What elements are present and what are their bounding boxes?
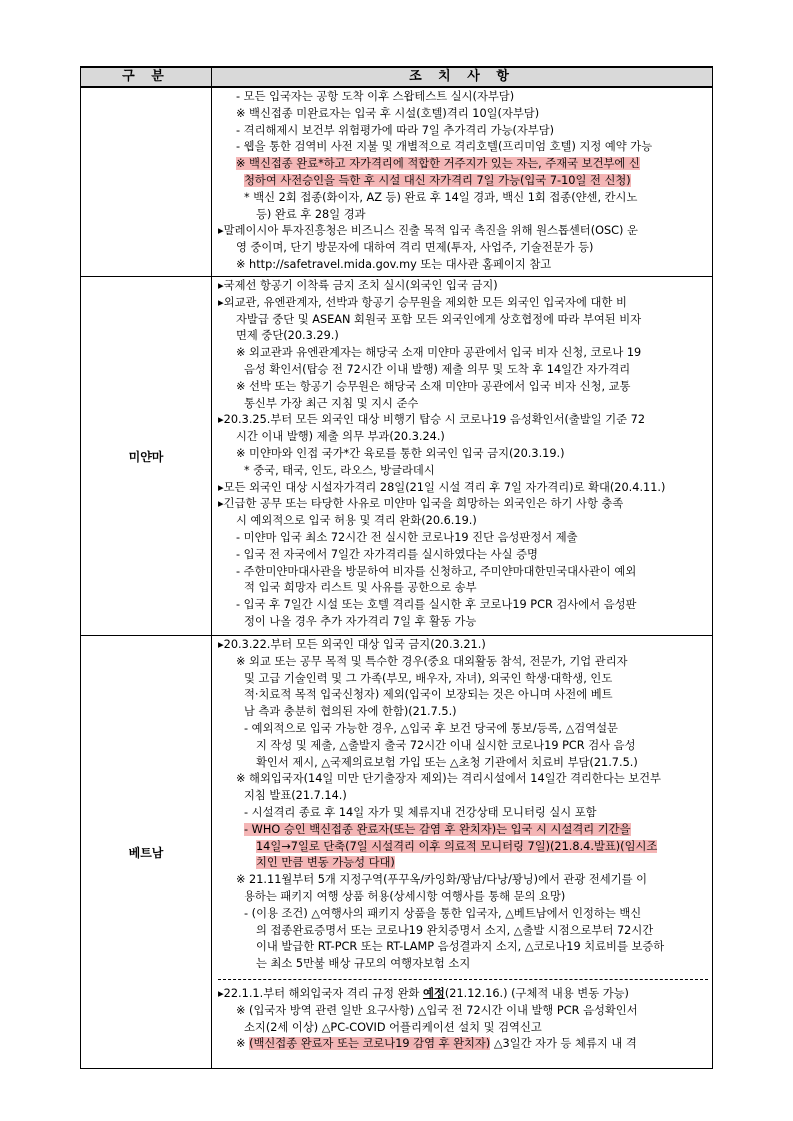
text-line [218,223,708,240]
line-text: ※ 백신접종 미완료자는 입국 후 시설(호텔)격리 10일(자부담) [236,106,540,120]
line-text: - 모든 입국자는 공항 도착 이후 스왑테스트 실시(자부담) [236,90,515,103]
line-text: 시간 이내 발행) 제출 의무 부과(20.3.24.) [236,430,445,444]
line-text: ▸20.3.25.부터 모든 외국인 대상 비행기 탑승 시 코로나19 음성확인서(출발일 기준 72 [218,413,646,427]
emphasis-text: 예정 [423,986,445,1000]
line-text: △3일간 자가 등 체류지 내 격 [490,1037,637,1051]
line-text: - 주한미얀마대사관을 방문하여 비자를 신청하고, 주미얀마대한민국대사관이 예외 [236,564,637,578]
text-line [218,1036,708,1053]
line-text: 이내 발급한 RT-PCR 또는 RT-LAMP 음성결과지 소지, △코로나19 치료비를 보증하 [256,940,665,954]
text-line [218,839,708,856]
line-text: 남 측과 충분히 협의된 자에 한함)(21.7.5.) [244,705,457,719]
text-line [218,889,708,906]
text-line [218,513,708,530]
line-text: - 예외적으로 입국 가능한 경우, △입국 후 보건 당국에 통보/등록, △검역설문 [244,721,618,735]
line-text: - 격리해제시 보건부 위험평가에 따라 7일 추가격리 가능(자부담) [236,123,555,137]
dashed-separator [218,979,708,980]
highlighted-text: 청하여 사전승인을 득한 후 시설 대신 자가격리 7일 가능(입국 7-10일 전 신청) [244,173,631,187]
line-text: - 입국 전 자국에서 7일간 자가격리를 실시하였다는 사실 증명 [236,547,538,561]
text-line [218,139,708,156]
text-line [218,637,708,654]
text-line [218,412,708,429]
line-text: 자발급 중단 및 ASEAN 회원국 포함 모든 외국인에게 상호협정에 따라 부여된 비자 [236,312,642,326]
line-text: 정이 나올 경우 추가 자가격리 7일 후 활동 가능 [244,614,477,628]
text-line [218,480,708,497]
line-text: 지 작성 및 제출, △출발지 출국 72시간 이내 실시한 코로나19 PCR 검사 음성 [256,738,636,752]
text-line [218,671,708,688]
text-line [218,788,708,805]
line-text: - 미얀마 입국 최소 72시간 전 실시한 코로나19 진단 음성판정서 제출 [236,530,578,544]
text-line [218,805,708,822]
line-text: - 입국 후 7일간 시설 또는 호텔 격리를 실시한 후 코로나19 PCR 검사에서 음성판 [236,598,637,612]
highlighted-text: 14일→7일로 단축(7일 시설격리 이후 의료적 모니터링 7일)(21.8.4.발표)(임시조 [256,839,658,853]
text-line [218,312,708,329]
text-line [218,923,708,940]
text-line [218,463,708,480]
text-line [218,362,708,379]
text-line [218,738,708,755]
line-text: * 중국, 태국, 인도, 라오스, 방글라데시 [244,463,435,477]
line-text: 면제 중단(20.3.29.) [236,329,339,343]
measures-table [80,66,713,1069]
highlighted-text: - WHO 승인 백신접종 완료자(또는 감염 후 완치자)는 입국 시 시설격리 기간을 [244,822,631,836]
text-line [218,564,708,581]
text-line [218,822,708,839]
line-text: 소지(2세 이상) △PC-COVID 어플리케이션 설치 및 검역신고 [244,1020,542,1034]
table-row-myanmar [81,277,713,636]
text-line [218,190,708,207]
header-category: 구 분 [81,67,212,87]
line-text: 영 중이며, 단기 방문자에 대하여 격리 면제(투자, 사업주, 기술전문가 등) [236,241,594,255]
highlighted-text: (백신접종 완료자 또는 코로나19 감염 후 완치자) [249,1037,491,1051]
text-line [218,704,708,721]
text-line [218,345,708,362]
text-line [218,755,708,772]
line-text: 적·치료적 목적 입국신청자) 제외(입국이 보장되는 것은 아니며 사전에 베트 [244,688,613,702]
text-line [218,240,708,257]
text-line [218,855,708,872]
line-text: 통신부 가장 최근 지침 및 지시 준수 [244,396,419,410]
line-text: * 백신 2회 접종(화이자, AZ 등) 완료 후 14일 경과, 백신 1회 접종(얀센, 칸시노 [244,190,638,204]
text-line [218,106,708,123]
highlighted-text: ※ 백신접종 완료*하고 자가격리에 적합한 거주지가 있는 자는, 주재국 보건부에 신 [236,157,640,171]
line-text: ※ 해외입국자(14일 미만 단기출장자 제외)는 격리시설에서 14일간 격리한다는 보건부 [236,772,661,786]
text-line [218,580,708,597]
line-text: - (이용 조건) △여행사의 패키지 상품을 통한 입국자, △베트남에서 인정하는 백신 [244,906,642,920]
text-line [218,257,708,274]
text-line [218,687,708,704]
text-line [218,396,708,413]
document-page [80,66,713,1069]
line-text: 의 접종완료증명서 또는 코로나19 완치증명서 소지, △출발 시점으로부터 72시간 [256,923,654,937]
line-text: - 웹을 통한 검역비 사전 지불 및 개별적으로 격리호텔(프리미엄 호텔) 지정 예약 가능 [236,140,653,154]
category-cell-vietnam: 베트남 [81,636,212,1069]
text-line [218,597,708,614]
measures-cell [212,87,713,277]
line-text: 시 예외적으로 입국 허용 및 격리 완화(20.6.19.) [236,514,477,528]
text-line [218,207,708,224]
line-text: 및 고급 기술인력 및 그 가족(부모, 배우자, 자녀), 외국인 학생·대학생, 인도 [244,671,613,685]
text-line [218,986,708,1003]
text-line [218,379,708,396]
line-text: 용하는 패키지 여행 상품 허용(상세시항 여행사를 통해 문의 요망) [244,889,566,903]
line-text: 는 최소 5만불 배상 규모의 여행자보험 소지 [256,957,471,971]
line-text: (21.12.16.) (구체적 내용 변동 가능) [444,986,629,1000]
line-text: ※ 21.11월부터 5개 지정구역(푸꾸옥/카잉화/꽝남/다낭/꽝닝)에서 관광 전세기를 이 [236,873,648,887]
text-line [218,872,708,889]
category-cell-myanmar: 미얀마 [81,277,212,636]
line-text: 확인서 제시, △국제의료보험 가입 또는 △초청 기관에서 치료비 부담(21.7.5.) [256,755,638,769]
line-text: ※ http://safetravel.mida.gov.my 또는 대사관 홈페이지 참고 [236,257,552,271]
text-line [218,721,708,738]
text-line [218,429,708,446]
line-text: ▸20.3.22.부터 모든 외국인 대상 입국 금지(20.3.21.) [218,638,486,651]
text-line [218,446,708,463]
table-row-vietnam [81,636,713,1069]
line-text: ※ 외교관과 유엔관계자는 해당국 소재 미얀마 공관에서 입국 비자 신청, 코로나 19 [236,346,642,360]
line-text: ※ (입국자 방역 관련 일반 요구사항) △입국 전 72시간 이내 발행 PCR 음성확인서 [236,1003,638,1017]
table-row-malaysia [81,87,713,277]
line-text: ▸모든 외국인 대상 시설자가격리 28일(21일 시설 격리 후 7일 자가격리)로 확대(20.4.11.) [218,480,666,494]
text-line [218,295,708,312]
text-line [218,906,708,923]
text-line [218,530,708,547]
text-line [218,771,708,788]
line-text: - 시설격리 종료 후 14일 자가 및 체류지내 건강상태 모니터링 실시 포함 [244,805,597,819]
line-text: ▸말레이시아 투자진흥청은 비즈니스 진출 목적 입국 촉진을 위해 원스톱센터(OSC) 운 [218,224,638,238]
table-header-row [81,67,713,87]
text-line [218,156,708,173]
text-line [218,328,708,345]
line-text: ▸긴급한 공무 또는 타당한 사유로 미얀마 입국을 희망하는 외국인은 하기 사항 충족 [218,497,624,511]
line-text: ▸국제선 항공기 이착륙 금지 조치 실시(외국인 입국 금지) [218,279,498,292]
line-text: ▸22.1.1.부터 해외입국자 격리 규정 완화 [218,986,424,1000]
measures-cell [212,277,713,636]
header-measures: 조 치 사 항 [212,67,713,87]
line-text: ※ 선박 또는 항공기 승무원은 해당국 소재 미얀마 공관에서 입국 비자 신청, 교통 [236,379,631,393]
line-text: ※ [236,1037,250,1051]
line-text: 지침 발표(21.7.14.) [244,789,347,803]
text-line [218,123,708,140]
line-text: ※ 미얀마와 인접 국가*간 육로를 통한 외국인 입국 금지(20.3.19.) [236,446,565,460]
text-line [218,496,708,513]
text-line [218,1003,708,1020]
category-cell [81,87,212,277]
vietnam-block-2 [218,986,708,1053]
text-line [218,939,708,956]
text-line [218,654,708,671]
text-line [218,547,708,564]
highlighted-text: 치인 만큼 변동 가능성 다대) [256,856,395,870]
text-line [218,89,708,106]
line-text: ※ 외교 또는 공무 목적 및 특수한 경우(중요 대외활동 참석, 전문가, 기업 관리자 [236,654,628,668]
text-line [218,278,708,295]
line-text: ▸외교관, 유엔관계자, 선박과 항공기 승무원을 제외한 모든 외국인 입국자에 대한 비 [218,295,627,309]
line-text: 음성 확인서(탑승 전 72시간 이내 발행) 제출 의무 및 도착 후 14일간 자가격리 [244,362,631,376]
measures-cell [212,636,713,1069]
text-line [218,1020,708,1037]
text-line [218,173,708,190]
text-line [218,614,708,631]
vietnam-block-1 [218,637,708,973]
line-text: 등) 완료 후 28일 경과 [256,207,366,221]
text-line [218,956,708,973]
line-text: 적 입국 희망자 리스트 및 사유를 공한으로 송부 [244,581,477,595]
